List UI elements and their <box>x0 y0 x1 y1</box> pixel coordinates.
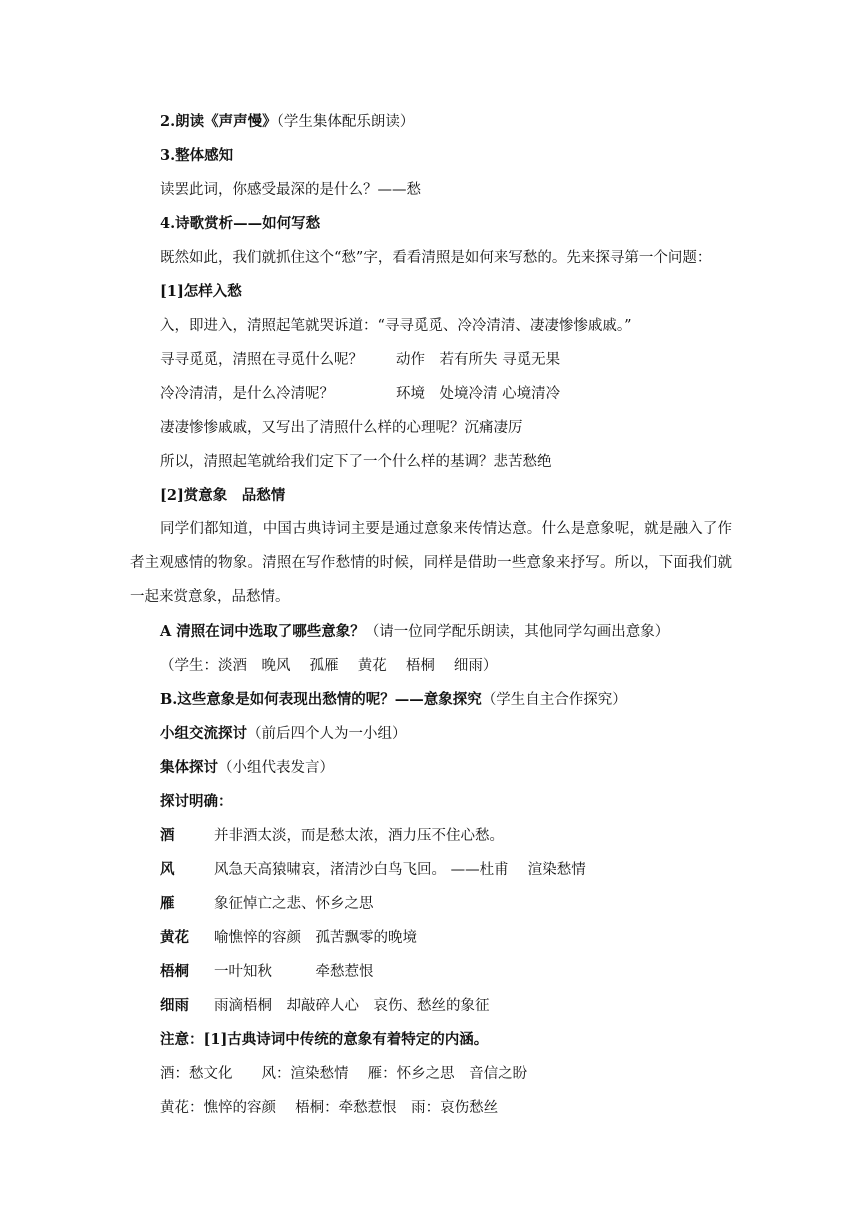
heading-conclusion: 探讨明确： <box>160 793 233 810</box>
imagery-item <box>160 894 750 914</box>
imagery-desc: 喻憔悴的容颜 孤苦飘零的晚境 <box>214 930 417 946</box>
line-intro: 既然如此，我们就抓住这个“愁”字，看看清照是如何来写愁的。先来探寻第一个问题： <box>160 250 712 266</box>
imagery-term: 风 <box>160 861 175 878</box>
imagery-desc: 一叶知秋 牵愁惹恨 <box>214 964 374 980</box>
line-students: （学生：淡酒 晚风 孤雁 黄花 梧桐 细雨） <box>160 658 498 674</box>
line-tone: 所以，清照起笔就给我们定下了一个什么样的基调？悲苦愁绝 <box>160 454 552 470</box>
heading-imagery: [2]赏意象 品愁情 <box>160 487 286 504</box>
line-meanings-2: 黄花：憔悴的容颜 梧桐：牵愁惹恨 雨：哀伤愁丝 <box>160 1100 499 1116</box>
group-note: （前后四个人为一小组） <box>247 726 407 742</box>
reading-heading: 2.朗读《声声慢》 <box>160 113 277 130</box>
imagery-paragraph: 同学们都知道，中国古典诗词主要是通过意象来传情达意。什么是意象呢，就是融入了作者主观感情的物象。清照在写作愁情的时候，同样是借助一些意象来抒写。所以，下面我们就一起来赏意象，品愁情。 <box>130 521 732 605</box>
seek-answer: 动作 若有所失 寻觅无果 <box>396 352 561 368</box>
line-sorrow: 凄凄惨惨戚戚，又写出了清照什么样的心理呢？沉痛凄厉 <box>160 420 523 436</box>
imagery-item <box>160 928 750 948</box>
group-heading: 小组交流探讨 <box>160 725 247 742</box>
imagery-item <box>160 826 750 846</box>
line-feeling: 读罢此词，你感受最深的是什么？——愁 <box>160 182 421 198</box>
heading-overall: 3.整体感知 <box>160 147 234 164</box>
imagery-term: 雁 <box>160 895 175 912</box>
seek-question: 寻寻觅觅，清照在寻觅什么呢？ <box>160 352 363 368</box>
collective-heading: 集体探讨 <box>160 759 218 776</box>
line-seek <box>160 350 750 370</box>
imagery-desc: 雨滴梧桐 却敲碎人心 哀伤、愁丝的象征 <box>214 998 490 1014</box>
cold-answer: 环境 处境冷清 心境清冷 <box>396 386 561 402</box>
imagery-term: 细雨 <box>160 997 189 1014</box>
imagery-desc: 并非酒太淡，而是愁太浓，酒力压不住心愁。 <box>214 828 504 844</box>
note-heading: 注意：[1]古典诗词中传统的意象有着特定的内涵。 <box>160 1031 489 1048</box>
imagery-desc: 风急天高猿啸哀，渚清沙白鸟飞回。 ——杜甫 渲染愁情 <box>214 862 586 878</box>
question-b: B.这些意象是如何表现出愁情的呢？——意象探究 <box>160 691 482 708</box>
imagery-item <box>160 962 750 982</box>
line-cold <box>160 384 750 404</box>
heading-analysis: 4.诗歌赏析——如何写愁 <box>160 215 321 232</box>
cold-question: 冷冷清清，是什么冷清呢？ <box>160 386 334 402</box>
imagery-term: 酒 <box>160 827 175 844</box>
line-question-b <box>160 690 750 710</box>
question-a: A 清照在词中选取了哪些意象？ <box>160 623 365 640</box>
line-group <box>160 724 750 744</box>
imagery-term: 黄花 <box>160 929 189 946</box>
collective-note: （小组代表发言） <box>218 760 334 776</box>
imagery-item <box>160 860 750 880</box>
heading-how-enter: [1]怎样入愁 <box>160 283 242 300</box>
line-enter: 入，即进入，清照起笔就哭诉道：“寻寻觅觅、冷冷清清、凄凄惨惨戚戚。” <box>160 318 632 334</box>
imagery-term: 梧桐 <box>160 963 189 980</box>
line-meanings-1: 酒：愁文化 风：渲染愁情 雁：怀乡之思 音信之盼 <box>160 1066 528 1082</box>
line-reading <box>160 112 750 132</box>
imagery-item <box>160 996 750 1016</box>
question-a-note: （请一位同学配乐朗读，其他同学勾画出意象） <box>364 624 670 640</box>
imagery-desc: 象征悼亡之悲、怀乡之思 <box>214 896 374 912</box>
reading-note: （学生集体配乐朗读） <box>276 114 415 130</box>
line-question-a <box>160 622 750 642</box>
line-collective <box>160 758 750 778</box>
question-b-note: （学生自主合作探究） <box>481 692 627 708</box>
